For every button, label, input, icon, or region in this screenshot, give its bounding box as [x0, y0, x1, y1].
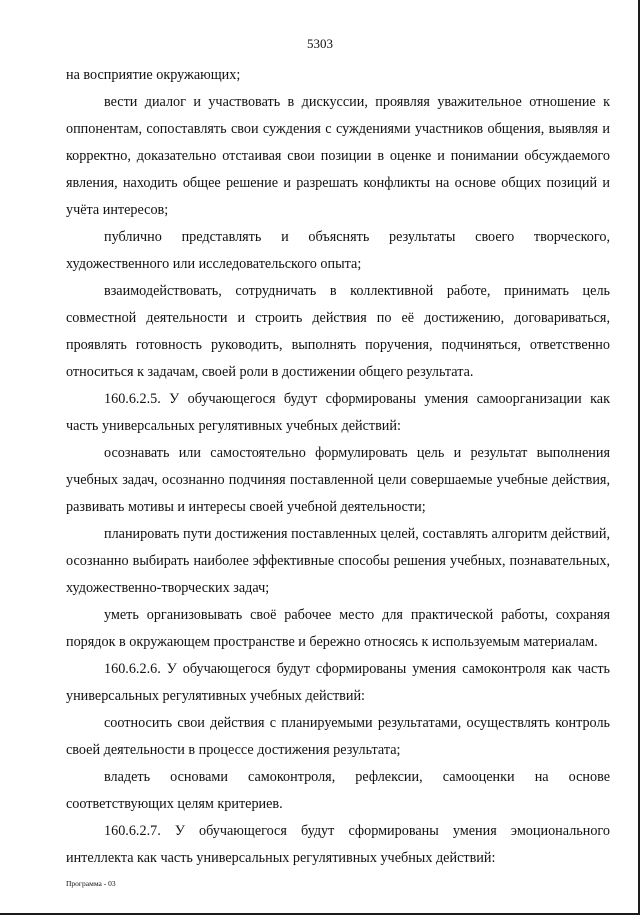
- document-body: [66, 62, 610, 872]
- paragraph: соотносить свои действия с планируемыми результатами, осуществлять контроль своей деятельности в процессе достижения результата;: [66, 715, 610, 758]
- section-paragraph-160-6-2-6: 160.6.2.6. У обучающегося будут сформированы умения самоконтроля как часть универсальных регулятивных учебных действий:: [66, 661, 610, 704]
- paragraph: вести диалог и участвовать в дискуссии, проявляя уважительное отношение к оппонентам, сопоставлять свои суждения с суждениями участников общения, выявляя и корректно, доказательно отстаивая свои позиции в оценке и понимании обсуждаемого явления, находить общее решение и разрешать конфликты на основе общих позиций и учёта интересов;: [66, 94, 610, 218]
- paragraph: публично представлять и объяснять результаты своего творческого, художественного или исследовательского опыта;: [66, 229, 610, 272]
- paragraph: планировать пути достижения поставленных целей, составлять алгоритм действий, осознанно выбирать наиболее эффективные способы решения учебных, познавательных, художественно-творческих задач;: [66, 526, 610, 596]
- paragraph: осознавать или самостоятельно формулировать цель и результат выполнения учебных задач, осознанно подчиняя поставленной цели совершаемые учебные действия, развивать мотивы и интересы своей учебной деятельности;: [66, 445, 610, 515]
- page-number: 5303: [307, 36, 333, 51]
- section-paragraph-160-6-2-5: 160.6.2.5. У обучающегося будут сформированы умения самоорганизации как часть универсальных регулятивных учебных действий:: [66, 391, 610, 434]
- page-footer: Программа - 03: [66, 879, 116, 888]
- paragraph: владеть основами самоконтроля, рефлексии, самооценки на основе соответствующих целям критериев.: [66, 769, 610, 812]
- paragraph: уметь организовывать своё рабочее место для практической работы, сохраняя порядок в окружающем пространстве и бережно относясь к используемым материалам.: [66, 607, 610, 650]
- paragraph: взаимодействовать, сотрудничать в коллективной работе, принимать цель совместной деятельности и строить действия по её достижению, договариваться, проявлять готовность руководить, выполнять поручения, подчиняться, ответственно относиться к задачам, своей роли в достижении общего результата.: [66, 283, 610, 380]
- paragraph-continuation: на восприятие окружающих;: [66, 67, 241, 83]
- section-paragraph-160-6-2-7: 160.6.2.7. У обучающегося будут сформированы умения эмоционального интеллекта как часть универсальных регулятивных учебных действий:: [66, 823, 610, 866]
